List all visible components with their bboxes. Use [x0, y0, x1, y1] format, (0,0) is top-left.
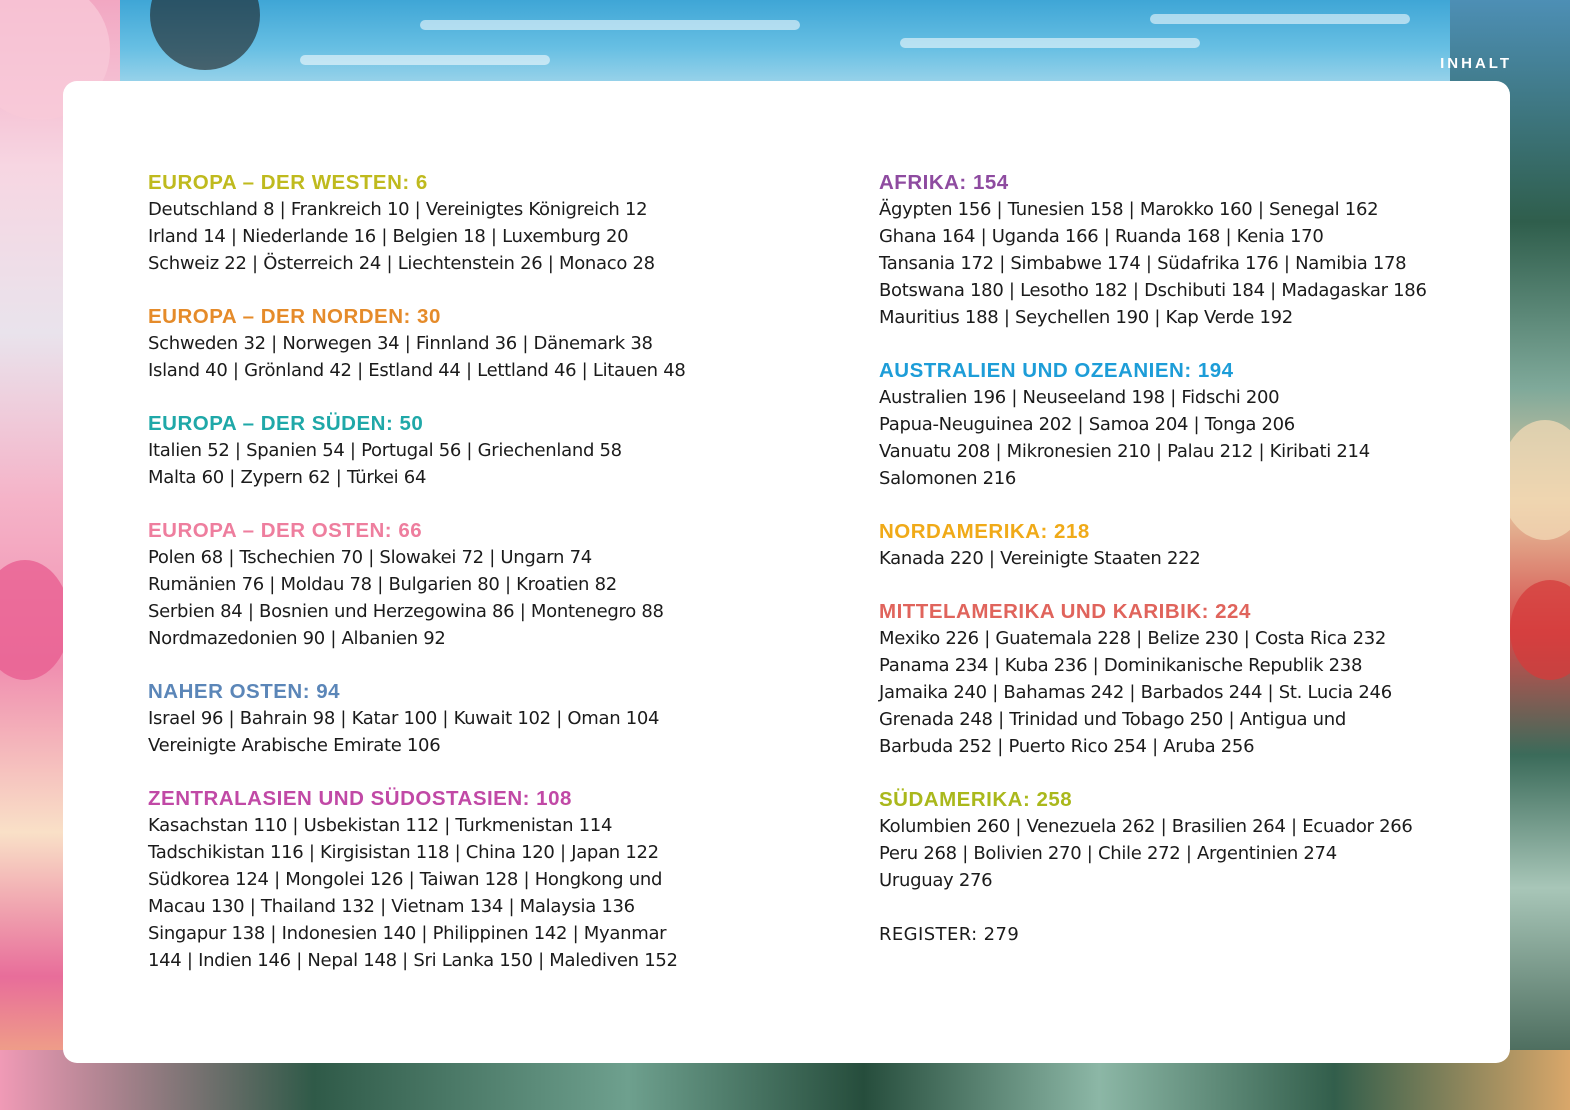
entry-line: Nordmazedonien 90 | Albanien 92	[148, 628, 446, 649]
section-title: AFRIKA: 154	[879, 171, 1009, 194]
section-title: AUSTRALIEN UND OZEANIEN: 194	[879, 359, 1234, 382]
contents-section	[879, 169, 1479, 331]
entry-line: Grenada 248 | Trinidad und Tobago 250 | Antigua und	[879, 709, 1346, 730]
section-title: NAHER OSTEN: 94	[148, 680, 341, 703]
contents-section	[148, 303, 788, 384]
entry-line: Mauritius 188 | Seychellen 190 | Kap Verde 192	[879, 307, 1293, 328]
section-title: ZENTRALASIEN UND SÜDOSTASIEN: 108	[148, 787, 572, 810]
entry-line: Italien 52 | Spanien 54 | Portugal 56 | Griechenland 58	[148, 440, 622, 461]
section-entries	[879, 813, 1479, 894]
section-entries	[148, 437, 788, 491]
contents-section	[879, 518, 1479, 572]
entry-line: Israel 96 | Bahrain 98 | Katar 100 | Kuwait 102 | Oman 104	[148, 708, 660, 729]
table-of-contents-card	[63, 81, 1510, 1063]
section-title: EUROPA – DER OSTEN: 66	[148, 519, 423, 542]
entry-line: Tansania 172 | Simbabwe 174 | Südafrika 176 | Namibia 178	[879, 253, 1407, 274]
entry-line: Uruguay 276	[879, 870, 993, 891]
entry-line: Schweiz 22 | Österreich 24 | Liechtenstein 26 | Monaco 28	[148, 253, 655, 274]
entry-line: Peru 268 | Bolivien 270 | Chile 272 | Argentinien 274	[879, 843, 1337, 864]
section-title: EUROPA – DER WESTEN: 6	[148, 171, 428, 194]
entry-line: Australien 196 | Neuseeland 198 | Fidschi 200	[879, 387, 1280, 408]
section-entries	[879, 545, 1479, 572]
entry-line: Panama 234 | Kuba 236 | Dominikanische Republik 238	[879, 655, 1363, 676]
contents-section	[879, 357, 1479, 492]
contents-section	[148, 169, 788, 277]
entry-line: Island 40 | Grönland 42 | Estland 44 | Lettland 46 | Litauen 48	[148, 360, 686, 381]
entry-line: Kanada 220 | Vereinigte Staaten 222	[879, 548, 1201, 569]
entry-line: Barbuda 252 | Puerto Rico 254 | Aruba 256	[879, 736, 1255, 757]
entry-line: Rumänien 76 | Moldau 78 | Bulgarien 80 | Kroatien 82	[148, 574, 617, 595]
section-entries	[879, 625, 1479, 760]
entry-line: Botswana 180 | Lesotho 182 | Dschibuti 184 | Madagaskar 186	[879, 280, 1427, 301]
entry-line: Südkorea 124 | Mongolei 126 | Taiwan 128 | Hongkong und	[148, 869, 663, 890]
entry-line: Ghana 164 | Uganda 166 | Ruanda 168 | Kenia 170	[879, 226, 1324, 247]
entry-line: Vanuatu 208 | Mikronesien 210 | Palau 212 | Kiribati 214	[879, 441, 1370, 462]
entry-line: Vereinigte Arabische Emirate 106	[148, 735, 441, 756]
entry-line: Schweden 32 | Norwegen 34 | Finnland 36 | Dänemark 38	[148, 333, 653, 354]
entry-line: Malta 60 | Zypern 62 | Türkei 64	[148, 467, 427, 488]
entry-line: Serbien 84 | Bosnien und Herzegowina 86 | Montenegro 88	[148, 601, 664, 622]
entry-line: Tadschikistan 116 | Kirgisistan 118 | China 120 | Japan 122	[148, 842, 659, 863]
entry-line: Singapur 138 | Indonesien 140 | Philippinen 142 | Myanmar	[148, 923, 667, 944]
contents-section	[148, 410, 788, 491]
section-title: NORDAMERIKA: 218	[879, 520, 1090, 543]
register-entry: REGISTER: 279	[879, 924, 1020, 945]
contents-section	[148, 785, 788, 974]
section-title: SÜDAMERIKA: 258	[879, 788, 1073, 811]
section-entries	[879, 196, 1479, 331]
entry-line: Kasachstan 110 | Usbekistan 112 | Turkmenistan 114	[148, 815, 613, 836]
entry-line: Polen 68 | Tschechien 70 | Slowakei 72 | Ungarn 74	[148, 547, 592, 568]
section-entries	[148, 705, 788, 759]
entry-line: Kolumbien 260 | Venezuela 262 | Brasilien 264 | Ecuador 266	[879, 816, 1413, 837]
section-entries	[148, 330, 788, 384]
section-title: EUROPA – DER SÜDEN: 50	[148, 412, 424, 435]
section-entries	[148, 196, 788, 277]
section-title: MITTELAMERIKA UND KARIBIK: 224	[879, 600, 1251, 623]
entry-line: Salomonen 216	[879, 468, 1017, 489]
contents-section	[148, 678, 788, 759]
section-entries	[148, 544, 788, 652]
entry-line: Macau 130 | Thailand 132 | Vietnam 134 | Malaysia 136	[148, 896, 635, 917]
section-header-label: INHALT	[1440, 55, 1512, 72]
entry-line: Ägypten 156 | Tunesien 158 | Marokko 160 | Senegal 162	[879, 199, 1379, 220]
section-entries	[879, 384, 1479, 492]
contents-section	[879, 598, 1479, 760]
entry-line: Deutschland 8 | Frankreich 10 | Vereinigtes Königreich 12	[148, 199, 648, 220]
contents-left-column	[148, 169, 788, 974]
entry-line: Irland 14 | Niederlande 16 | Belgien 18 | Luxemburg 20	[148, 226, 629, 247]
section-title: EUROPA – DER NORDEN: 30	[148, 305, 441, 328]
contents-section	[148, 517, 788, 652]
entry-line: 144 | Indien 146 | Nepal 148 | Sri Lanka 150 | Malediven 152	[148, 950, 678, 971]
entry-line: Mexiko 226 | Guatemala 228 | Belize 230 | Costa Rica 232	[879, 628, 1387, 649]
contents-section	[879, 786, 1479, 894]
entry-line: Papua-Neuguinea 202 | Samoa 204 | Tonga 206	[879, 414, 1295, 435]
section-entries	[148, 812, 788, 974]
contents-right-column	[879, 169, 1479, 948]
entry-line: Jamaika 240 | Bahamas 242 | Barbados 244 | St. Lucia 246	[879, 682, 1392, 703]
